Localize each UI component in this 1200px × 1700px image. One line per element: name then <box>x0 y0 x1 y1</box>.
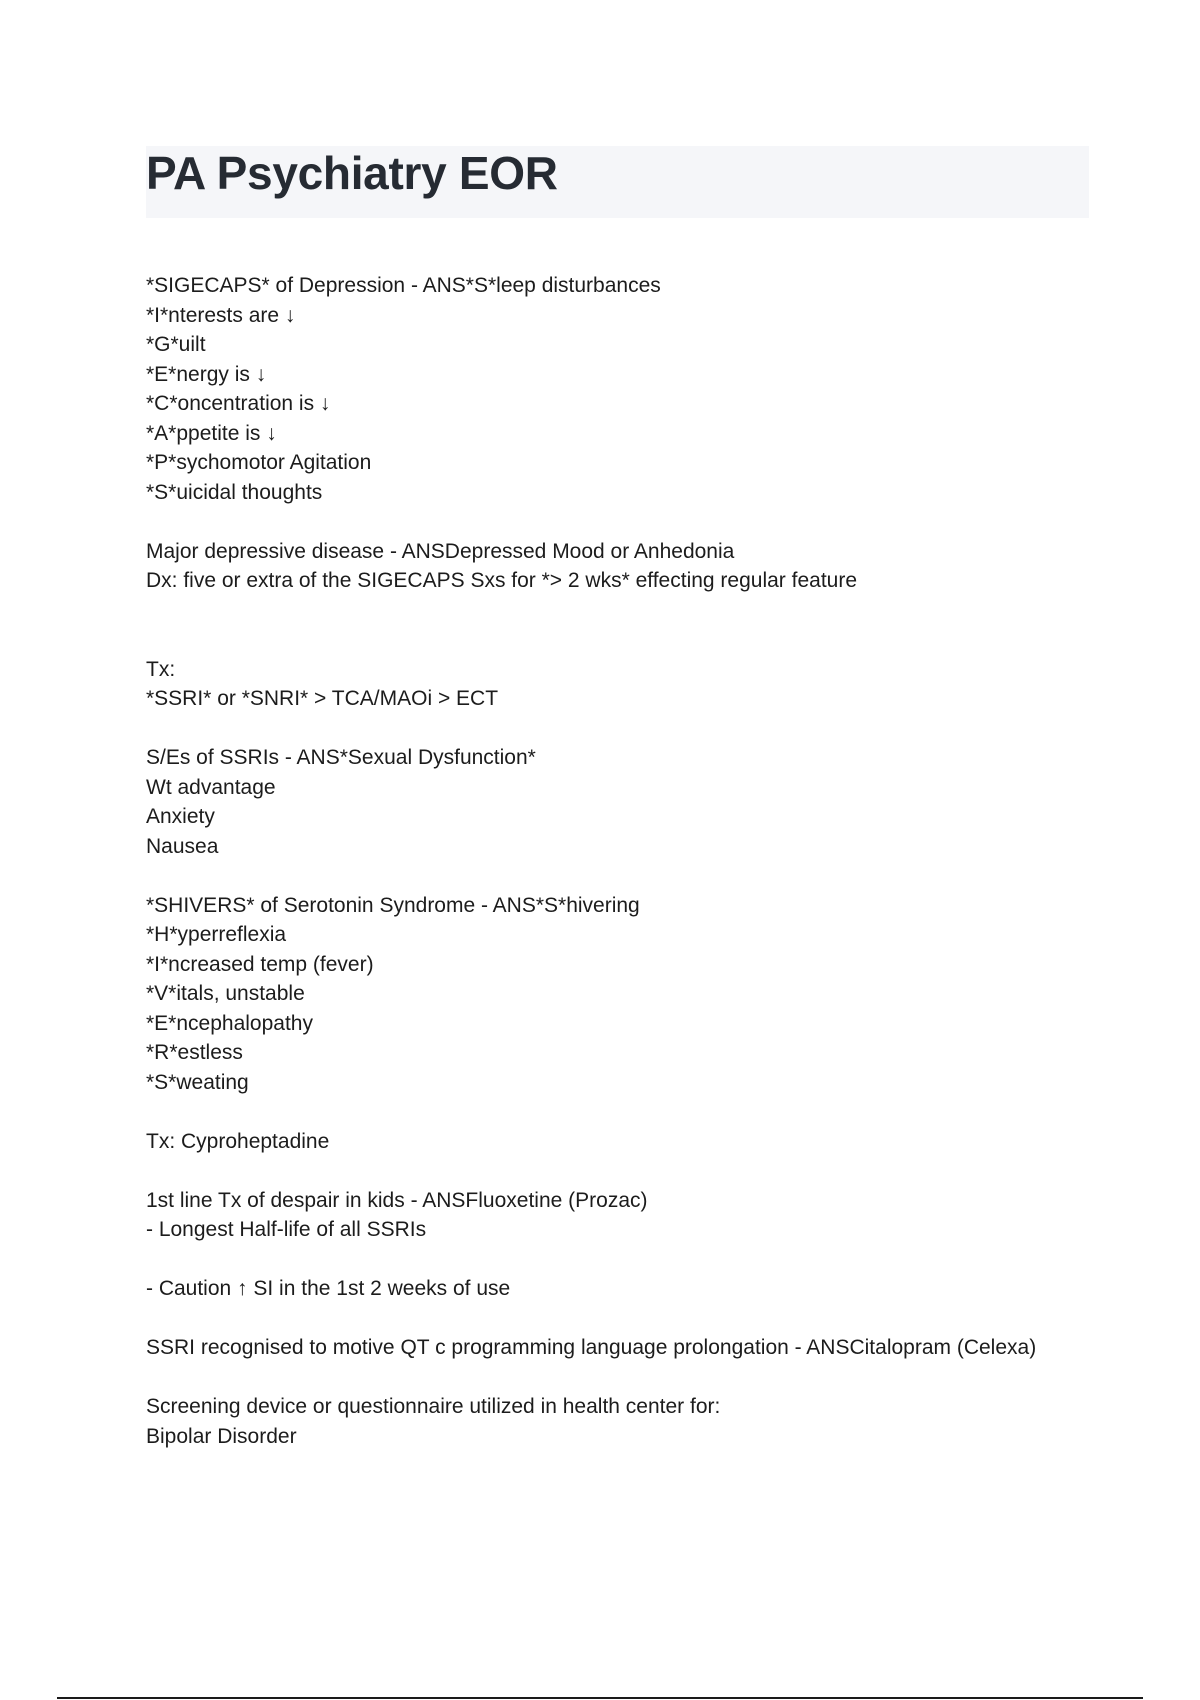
text-line: *C*oncentration is ↓ <box>146 392 331 415</box>
spacer <box>146 1363 1106 1393</box>
qt-section <box>146 1333 1106 1363</box>
text-line: Bipolar Disorder <box>146 1424 297 1448</box>
tx-section <box>146 655 1106 714</box>
text-line: *S*uicidal thoughts <box>146 480 323 504</box>
kids-section <box>146 1186 1106 1245</box>
text-line: *I*ncreased temp (fever) <box>146 952 374 976</box>
text-line: Tx: <box>146 657 176 681</box>
ssri-side-effects-section <box>146 743 1106 861</box>
sigecaps-section <box>146 271 1106 507</box>
text-line: *R*estless <box>146 1041 243 1064</box>
spacer <box>146 714 1106 744</box>
mdd-section <box>146 537 1106 596</box>
text-line: *I*nterests are ↓ <box>146 303 296 327</box>
spacer <box>146 507 1106 537</box>
text-line: *SIGECAPS* of Depression - ANS*S*leep disturbances <box>146 274 661 297</box>
footer-divider <box>57 1697 1143 1699</box>
spacer <box>146 861 1106 891</box>
screening-section <box>146 1392 1106 1451</box>
text-line: *V*itals, unstable <box>146 982 305 1005</box>
text-line: Screening device or questionnaire utilized in health center for: <box>146 1395 721 1418</box>
text-line: Dx: five or extra of the SIGECAPS Sxs for *> 2 wks* effecting regular feature <box>146 569 858 592</box>
text-line: *E*ncephalopathy <box>146 1011 313 1035</box>
text-line: - Caution ↑ SI in the 1st 2 weeks of use <box>146 1277 511 1300</box>
text-line: Wt advantage <box>146 775 276 799</box>
text-line: *G*uilt <box>146 333 206 356</box>
serotonin-tx-section <box>146 1127 1106 1157</box>
text-line: Major depressive disease - ANSDepressed Mood or Anhedonia <box>146 539 735 563</box>
spacer <box>146 1304 1106 1334</box>
text-line: Nausea <box>146 834 219 858</box>
spacer <box>146 1156 1106 1186</box>
text-line: *SHIVERS* of Serotonin Syndrome - ANS*S*hivering <box>146 893 640 917</box>
spacer <box>146 596 1106 655</box>
text-line: *SSRI* or *SNRI* > TCA/MAOi > ECT <box>146 687 499 710</box>
page-title: PA Psychiatry EOR <box>146 147 558 199</box>
caution-section <box>146 1274 1106 1304</box>
text-line: SSRI recognised to motive QT c programming language prolongation - ANSCitalopram (Celexa) <box>146 1336 1037 1359</box>
text-line: *S*weating <box>146 1070 249 1094</box>
text-line: *P*sychomotor Agitation <box>146 451 372 474</box>
spacer <box>146 1097 1106 1127</box>
text-line: 1st line Tx of despair in kids - ANSFluoxetine (Prozac) <box>146 1188 648 1212</box>
text-line: Tx: Cyproheptadine <box>146 1129 330 1153</box>
spacer <box>146 1245 1106 1275</box>
text-line: S/Es of SSRIs - ANS*Sexual Dysfunction* <box>146 746 536 769</box>
shivers-section <box>146 891 1106 1098</box>
text-line: *A*ppetite is ↓ <box>146 421 277 445</box>
text-line: Anxiety <box>146 805 215 828</box>
text-line: - Longest Half-life of all SSRIs <box>146 1218 427 1241</box>
text-line: *E*nergy is ↓ <box>146 362 267 386</box>
document-body <box>146 271 1106 1451</box>
text-line: *H*yperreflexia <box>146 923 287 946</box>
